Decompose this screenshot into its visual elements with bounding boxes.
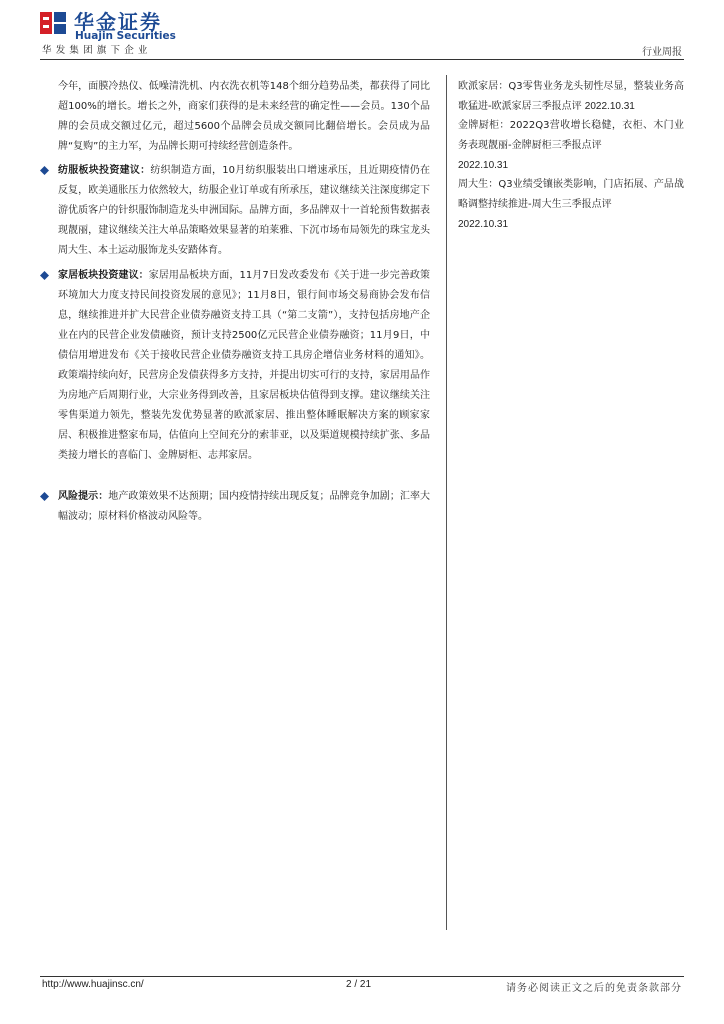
diamond-bullet-icon (40, 271, 49, 280)
page-number: 2 / 21 (346, 979, 372, 990)
brand-name-cn: 华金证券 (74, 10, 162, 34)
brand-name-en: Huajin Securities (75, 30, 176, 42)
related-report-date: 2022.10.31 (458, 219, 509, 230)
group-subtitle: 华发集团旗下企业 (42, 45, 152, 56)
risk-warning-body: 地产政策效果不达预期；国内疫情持续出现反复；品牌竞争加剧；汇率大幅波动；原材料价格波动风险等。 (58, 491, 431, 522)
sidebar-divider (446, 75, 447, 930)
related-report-item[interactable] (458, 175, 684, 235)
footer-divider (40, 976, 684, 977)
risk-warning-heading: 风险提示： (58, 491, 109, 502)
diamond-bullet-icon (40, 166, 49, 175)
related-report-date: 2022.10.31 (584, 101, 635, 112)
related-report-title: 周大生：Q3业绩受镶嵌类影响，门店拓展、产品战略调整持续推进-周大生三季报点评 (458, 179, 684, 210)
paragraph-risk-warning (58, 487, 430, 527)
paragraph-member-growth: 今年，面膜冷热仪、低噪清洗机、内衣洗衣机等148个细分趋势品类，都获得了同比超100%的增长。增长之外，商家们获得的是未来经营的确定性——会员。130个品牌的会员成交额过亿元，超过5600个品牌会员成交额同比翻倍增长。会员成为品牌“复购”的主力军，为品牌长期可持续经营创造条件。 (58, 81, 430, 152)
diamond-bullet-icon (40, 492, 49, 501)
related-report-item[interactable] (458, 77, 684, 117)
related-report-date: 2022.10.31 (458, 160, 509, 171)
home-advice-heading: 家居板块投资建议： (58, 270, 149, 281)
related-report-title: 欧派家居：Q3零售业务龙头韧性尽显，整装业务高歌猛进-欧派家居三季报点评 (458, 81, 684, 112)
textile-advice-body: 纺织制造方面，10月纺织服装出口增速承压，且近期疫情仍在反复，欧美通胀压力依然较大，纺服企业订单或有所承压，建议继续关注深度绑定下游优质客户的针织服饰制造龙头申洲国际。品牌方面，多品牌双十一首轮预售数据表现靓丽，建议继续关注大单品策略效果显著的珀莱雅、下沉市场布局领先的珠宝龙头周大生、本土运动服饰龙头安踏体育。 (58, 165, 430, 256)
home-advice-body: 家居用品板块方面，11月7日发改委发布《关于进一步完善政策环境加大力度支持民间投资发展的意见》；11月8日，银行间市场交易商协会发布信息，继续推进并扩大民营企业债券融资支持工具（“第二支箭”），支持包括房地产企业在内的民营企业发债融资，预计支持2500亿元民营企业债券融资；11月9日，中债信用增进发布《关于接收民营企业债券融资支持工具房企增信业务材料的通知》。政策端持续向好，民营房企发债获得多方支持，并提出切实可行的支持，家居用品作为房地产后周期行业，大宗业务得到改善，且家居板块估值得到支撑。建议继续关注零售渠道力领先，整装先发优势显著的欧派家居、推出整体睡眠解决方案的顾家家居、积极推进整家布局，估值向上空间充分的索菲亚，以及渠道规模持续扩张、多品类接力增长的喜临门、金牌厨柜、志邦家居。 (58, 270, 431, 461)
textile-advice-heading: 纺服板块投资建议： (58, 165, 151, 176)
paragraph-home-advice (58, 266, 430, 466)
disclaimer-note: 请务必阅读正文之后的免责条款部分 (506, 983, 682, 994)
paragraph-textile-advice (58, 161, 430, 261)
related-report-item[interactable] (458, 116, 684, 176)
related-report-title: 金牌厨柜：2022Q3营收增长稳健，衣柜、木门业务表现靓丽-金牌厨柜三季报点评 (458, 120, 684, 151)
website-link[interactable]: http://www.huajinsc.cn/ (42, 979, 144, 990)
report-type-label: 行业周报 (642, 47, 682, 58)
huajin-logo-icon (38, 8, 68, 38)
header-divider (40, 59, 684, 60)
